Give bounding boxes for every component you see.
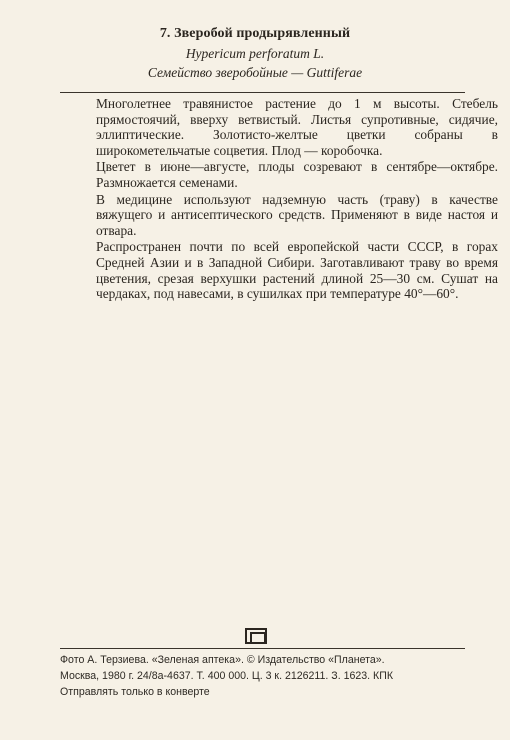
imprint bbox=[60, 652, 500, 700]
imprint-line: Отправлять только в конверте bbox=[60, 686, 210, 698]
description-paragraph: Цветет в июне—августе, плоды созревают в сентябре—октябре. Размножается семенами. bbox=[96, 159, 498, 190]
description-paragraph: Распространен почти по всей европейской части СССР, в горах Средней Азии и в Западной Сибири. Заготавливают траву во время цветения, срезая верхушки растений длиной 25—30 см. Сушат на чердаках, под навесами, в сушилках при температуре 40°—60°. bbox=[96, 239, 498, 302]
description bbox=[96, 96, 498, 303]
description-paragraph: Многолетнее травянистое растение до 1 м высоты. Стебель прямостоячий, вверху ветвистый. Листья супротивные, сидячие, эллиптические. Золотисто-желтые цветки собраны в широкометельчатые соцветия. Плод — коробочка. bbox=[96, 96, 498, 158]
description-paragraph: В медицине используют надземную часть (траву) в качестве вяжущего и антисептического средств. Применяют в виде настоя и отвара. bbox=[96, 191, 498, 238]
publisher-logo-icon bbox=[245, 628, 267, 644]
top-divider bbox=[60, 92, 465, 93]
latin-name: Hypericum perforatum L. bbox=[185, 46, 325, 61]
bottom-divider bbox=[60, 648, 465, 649]
plant-family: Семейство зверобойные — Guttiferae bbox=[147, 65, 363, 80]
imprint-line: Фото А. Терзиева. «Зеленая аптека». © Издательство «Планета». bbox=[60, 654, 385, 666]
plant-title: 7. Зверобой продырявленный bbox=[159, 26, 351, 41]
header bbox=[0, 24, 510, 82]
imprint-line: Москва, 1980 г. 24/8а-4637. Т. 400 000. Ц. 3 к. 2126211. З. 1623. КПК bbox=[60, 670, 393, 682]
